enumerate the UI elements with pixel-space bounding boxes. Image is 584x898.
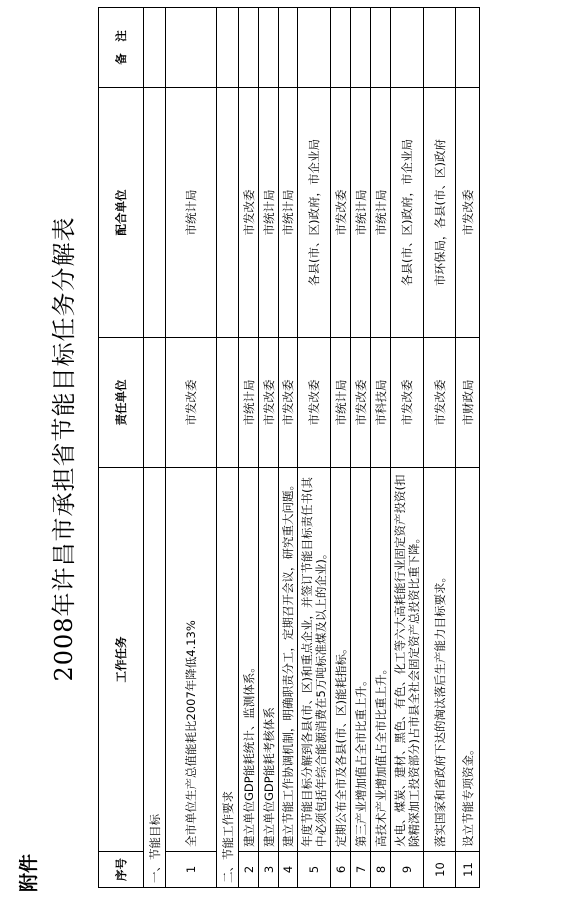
- row-task: 建立节能工作协调机制，明确职责分工，定期召开会议，研究重大问题。: [279, 468, 298, 852]
- row-task: 设立节能专项资金。: [456, 468, 480, 852]
- table-row: [351, 8, 371, 888]
- table-row: [391, 8, 424, 888]
- header-task: 工作任务: [99, 468, 144, 852]
- row-no: 5: [298, 852, 331, 888]
- row-task: 年度节能目标分解到各县(市、区)和重点企业，并签订节能目标责任书(其中必须包括年综合能源消费在5万吨标准煤及以上的企业)。: [298, 468, 331, 852]
- row-task: 建立单位GDP能耗考核体系: [259, 468, 279, 852]
- row-coop: 各县(市、区)政府，市企业局: [391, 88, 424, 338]
- row-note: [424, 8, 456, 88]
- row-coop: 市统计局: [166, 88, 217, 338]
- row-task: 建立单位GDP能耗统计、监测体系。: [239, 468, 259, 852]
- row-note: [259, 8, 279, 88]
- row-coop: 市统计局: [351, 88, 371, 338]
- row-task: 全市单位生产总值能耗比2007年降低4.13%: [166, 468, 217, 852]
- row-coop: 各县(市、区)政府，市企业局: [298, 88, 331, 338]
- header-no: 序号: [99, 852, 144, 888]
- page-title: 2008年许昌市承担省节能目标任务分解表: [50, 216, 78, 682]
- row-no: 11: [456, 852, 480, 888]
- task-table: [98, 7, 480, 888]
- row-lead: 市发改委: [424, 338, 456, 468]
- row-coop: 市环保局，各县(市、区)政府: [424, 88, 456, 338]
- header-lead: 责任单位: [99, 338, 144, 468]
- row-note: [279, 8, 298, 88]
- row-no: 7: [351, 852, 371, 888]
- row-note: [331, 8, 351, 88]
- header-coop: 配合单位: [99, 88, 144, 338]
- table-row: [456, 8, 480, 888]
- row-coop: 市发改委: [239, 88, 259, 338]
- attachment-label: 附件: [18, 853, 40, 892]
- row-no: 1: [166, 852, 217, 888]
- row-lead: 市统计局: [331, 338, 351, 468]
- row-note: [239, 8, 259, 88]
- table-row: [279, 8, 298, 888]
- row-coop: 市统计局: [371, 88, 391, 338]
- row-no: 10: [424, 852, 456, 888]
- row-note: [456, 8, 480, 88]
- row-coop: 市发改委: [331, 88, 351, 338]
- row-lead: 市发改委: [279, 338, 298, 468]
- row-no: 6: [331, 852, 351, 888]
- row-no: 8: [371, 852, 391, 888]
- table-row: [371, 8, 391, 888]
- row-note: [391, 8, 424, 88]
- table-row: [298, 8, 331, 888]
- row-coop: 市统计局: [279, 88, 298, 338]
- row-lead: 市发改委: [298, 338, 331, 468]
- row-note: [298, 8, 331, 88]
- row-note: [351, 8, 371, 88]
- table-row: [166, 8, 217, 888]
- row-task: 落实国家和省政府下达的淘汰落后生产能力目标要求。: [424, 468, 456, 852]
- section-title: 一、节能目标: [144, 468, 166, 888]
- row-lead: 市发改委: [351, 338, 371, 468]
- row-no: 2: [239, 852, 259, 888]
- table-row: [424, 8, 456, 888]
- section-row: [217, 8, 239, 888]
- row-coop: 市发改委: [456, 88, 480, 338]
- row-note: [166, 8, 217, 88]
- row-task: 定期公布全市及各县(市、区)能耗指标。: [331, 468, 351, 852]
- row-lead: 市统计局: [239, 338, 259, 468]
- row-coop: 市统计局: [259, 88, 279, 338]
- row-lead: 市科技局: [371, 338, 391, 468]
- row-lead: 市发改委: [391, 338, 424, 468]
- table-row: [331, 8, 351, 888]
- row-lead: 市财政局: [456, 338, 480, 468]
- row-lead: 市发改委: [259, 338, 279, 468]
- row-task: 火电、煤炭、建材、黑色、有色、化工等六大高耗能行业固定资产投资(扣除精深加工投资部分)占市县全社会固定资产总投资比重下降。: [391, 468, 424, 852]
- row-no: 4: [279, 852, 298, 888]
- row-task: 高技术产业增加值占全市比重上升。: [371, 468, 391, 852]
- row-task: 第三产业增加值占全市比重上升。: [351, 468, 371, 852]
- table-row: [259, 8, 279, 888]
- row-no: 3: [259, 852, 279, 888]
- row-lead: 市发改委: [166, 338, 217, 468]
- header-note: 备 注: [99, 8, 144, 88]
- section-row: [144, 8, 166, 888]
- table-header-row: [99, 8, 144, 888]
- section-title: 二、节能工作要求: [217, 468, 239, 888]
- row-no: 9: [391, 852, 424, 888]
- table-row: [239, 8, 259, 888]
- row-note: [371, 8, 391, 88]
